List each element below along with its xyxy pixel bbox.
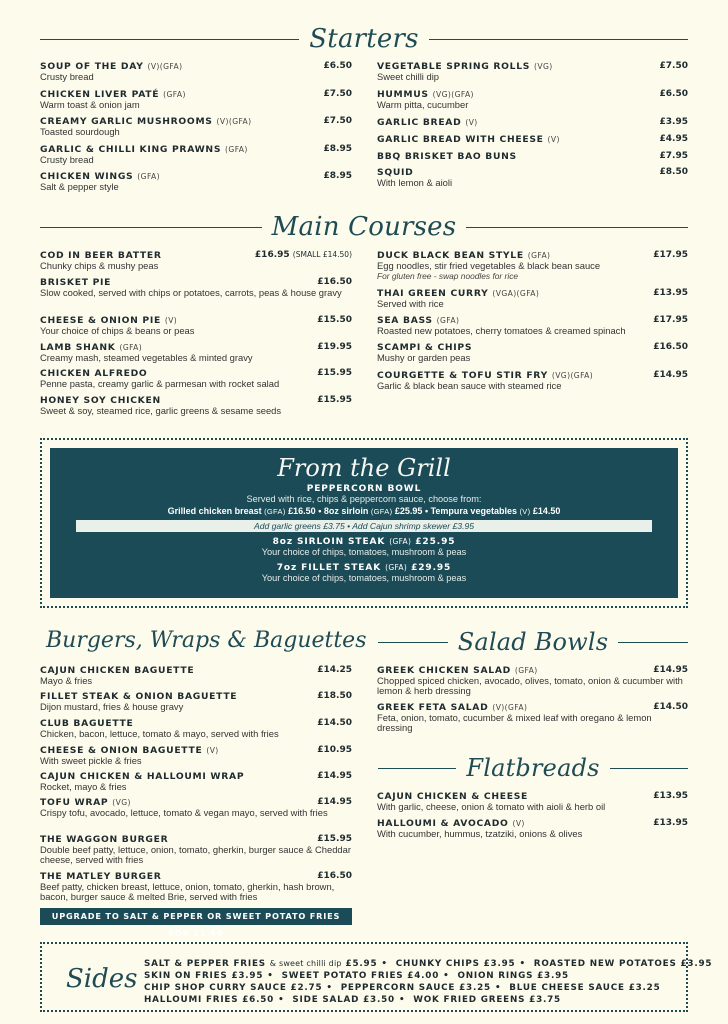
- flatbreads-heading: [378, 754, 688, 782]
- item-description: Your choice of chips & beans or peas: [40, 325, 195, 336]
- dietary-tag: (GFA): [436, 316, 460, 325]
- item-description: Creamy mash, steamed vegetables & minted gravy: [40, 352, 253, 363]
- peppercorn-bowl-desc: Served with rice, chips & peppercorn sauce, choose from:: [246, 494, 482, 504]
- menu-item: [40, 61, 352, 82]
- menu-item: [377, 665, 688, 697]
- item-price: £14.95: [653, 665, 688, 675]
- peppercorn-options: Grilled chicken breast (GFA) £16.50 • 8oz sirloin (GFA) £25.95 • Tempura vegetables (V) £14.50: [167, 506, 561, 516]
- salads-heading: [378, 628, 688, 656]
- item-note: For gluten free - swap noodles for rice: [377, 271, 519, 282]
- section-title: Main Courses: [271, 212, 457, 242]
- dietary-tag: (GFA): [225, 145, 248, 154]
- item-description: Crusty bread: [40, 154, 94, 165]
- item-name: COD IN BEER BATTER: [40, 250, 162, 261]
- dietary-tag: (GFA): [163, 90, 186, 99]
- item-name: CHEESE & ONION BAGUETTE (V): [40, 745, 219, 756]
- item-name: CHEESE & ONION PIE (V): [40, 315, 178, 326]
- item-price: £14.95: [317, 797, 352, 807]
- item-name: SEA BASS (GFA): [377, 315, 460, 326]
- menu-item: [377, 250, 688, 281]
- fillet-steak-desc: Your choice of chips, tomatoes, mushroom & peas: [261, 573, 467, 583]
- fillet-steak-name: 7oz FILLET STEAK (GFA) £29.95: [276, 563, 452, 573]
- item-price: £16.50: [653, 342, 688, 352]
- item-price: £15.95: [317, 368, 352, 378]
- item-price: £3.95: [659, 117, 688, 127]
- item-price: £14.95: [317, 771, 352, 781]
- sides-line-2: SKIN ON FRIES £3.95 • SWEET POTATO FRIES £4.00 • ONION RINGS £3.95: [144, 971, 569, 981]
- item-price: £16.50: [317, 871, 352, 881]
- item-name: BBQ BRISKET BAO BUNS: [377, 151, 517, 162]
- item-description: With garlic, cheese, onion & tomato with aioli & herb oil: [377, 801, 606, 812]
- item-price: £17.95: [653, 315, 688, 325]
- item-name: BRISKET PIE: [40, 277, 112, 288]
- dietary-tag: (GFA): [137, 172, 160, 181]
- menu-item: [377, 134, 688, 145]
- item-description: Warm pitta, cucumber: [377, 99, 469, 110]
- item-description: Salt & pepper style: [40, 181, 119, 192]
- dietary-tag: (V)(GFA): [216, 117, 252, 126]
- item-price: £15.95: [317, 395, 352, 405]
- item-name: TOFU WRAP (VG): [40, 797, 131, 808]
- menu-item: [377, 61, 688, 82]
- peppercorn-bowl-name: PEPPERCORN BOWL: [306, 484, 422, 494]
- item-description: Chopped spiced chicken, avocado, olives, tomato, onion & cucumber with lemon & herb dressing: [377, 675, 683, 697]
- item-name: GREEK FETA SALAD (V)(GFA): [377, 702, 528, 713]
- section-title: Burgers, Wraps & Baguettes: [46, 628, 367, 653]
- divider: [618, 642, 688, 643]
- menu-item: [40, 89, 352, 110]
- item-name: GARLIC & CHILLI KING PRAWNS (GFA): [40, 144, 248, 155]
- item-price: £8.50: [659, 167, 688, 177]
- item-price: £14.50: [653, 702, 688, 712]
- section-title: Flatbreads: [466, 754, 600, 782]
- item-price: £14.50: [317, 718, 352, 728]
- menu-item: [40, 665, 352, 686]
- divider: [378, 768, 456, 769]
- item-name: THAI GREEN CURRY (VGA)(GFA): [377, 288, 540, 299]
- item-name: SCAMPI & CHIPS: [377, 342, 473, 353]
- menu-item: [377, 89, 688, 110]
- item-description: Sweet & soy, steamed rice, garlic greens & sesame seeds: [40, 405, 282, 416]
- item-price: £6.50: [659, 89, 688, 99]
- item-name: CHICKEN ALFREDO: [40, 368, 148, 379]
- item-name: COURGETTE & TOFU STIR FRY (VG)(GFA): [377, 370, 594, 381]
- menu-item: [377, 167, 688, 188]
- item-name: GARLIC BREAD WITH CHEESE (V): [377, 134, 560, 145]
- item-description: Crispy tofu, avocado, lettuce, tomato & vegan mayo, served with fries: [40, 807, 328, 818]
- grill-panel: [50, 448, 678, 598]
- item-name: SQUID: [377, 167, 414, 178]
- item-price: £18.50: [317, 691, 352, 701]
- item-price: £16.95 (SMALL £14.50): [254, 250, 352, 260]
- dietary-tag: (VG): [112, 798, 131, 807]
- item-name: HONEY SOY CHICKEN: [40, 395, 161, 406]
- menu-item: [377, 288, 688, 309]
- starters-heading: [40, 24, 688, 54]
- item-description: Rocket, mayo & fries: [40, 781, 127, 792]
- item-price: £4.95: [659, 134, 688, 144]
- item-price: £7.95: [659, 151, 688, 161]
- item-price: £10.95: [317, 745, 352, 755]
- sirloin-steak-desc: Your choice of chips, tomatoes, mushroom & peas: [261, 547, 467, 557]
- item-description: Roasted new potatoes, cherry tomatoes & creamed spinach: [377, 325, 626, 336]
- item-description: Garlic & black bean sauce with steamed rice: [377, 380, 562, 391]
- sides-line-4: HALLOUMI FRIES £6.50 • SIDE SALAD £3.50 • WOK FRIED GREENS £3.75: [144, 995, 561, 1005]
- item-description: Dijon mustard, fries & house gravy: [40, 701, 184, 712]
- divider: [429, 39, 688, 40]
- item-name: CAJUN CHICKEN & HALLOUMI WRAP: [40, 771, 245, 782]
- menu-item: [377, 818, 688, 839]
- item-name: LAMB SHANK (GFA): [40, 342, 143, 353]
- mains-heading: [40, 212, 688, 242]
- dietary-tag: (VG)(GFA): [432, 90, 474, 99]
- menu-item: [40, 315, 352, 336]
- item-price: £16.50: [317, 277, 352, 287]
- section-title: Salad Bowls: [457, 628, 609, 656]
- item-description: Chicken, bacon, lettuce, tomato & mayo, served with fries: [40, 728, 279, 739]
- burgers-heading: [46, 628, 367, 653]
- item-description: Mayo & fries: [40, 675, 93, 686]
- item-name: THE MATLEY BURGER: [40, 871, 162, 882]
- menu-item: [40, 718, 352, 739]
- item-description: Penne pasta, creamy garlic & parmesan with rocket salad: [40, 378, 280, 389]
- menu-item: [40, 797, 352, 818]
- dietary-tag: (GFA): [119, 343, 143, 352]
- item-price: £13.95: [653, 791, 688, 801]
- item-price: £17.95: [653, 250, 688, 260]
- sirloin-steak-name: 8oz SIRLOIN STEAK (GFA) £25.95: [272, 537, 456, 547]
- section-title: Starters: [309, 24, 419, 54]
- dietary-tag: (VG): [534, 62, 553, 71]
- dietary-tag: (GFA): [527, 251, 551, 260]
- item-name: GARLIC BREAD (V): [377, 117, 478, 128]
- item-description: With sweet pickle & fries: [40, 755, 142, 766]
- item-price: £7.50: [323, 116, 352, 126]
- menu-item: [40, 277, 352, 298]
- divider: [378, 642, 448, 643]
- item-name: SOUP OF THE DAY (V)(GFA): [40, 61, 183, 72]
- item-name: CHICKEN LIVER PATÉ (GFA): [40, 89, 186, 100]
- menu-item: [377, 370, 688, 391]
- item-name: VEGETABLE SPRING ROLLS (VG): [377, 61, 553, 72]
- item-price: £6.50: [323, 61, 352, 71]
- item-description: With cucumber, hummus, tzatziki, onions & olives: [377, 828, 583, 839]
- dietary-tag: (V): [512, 819, 525, 828]
- item-description: Mushy or garden peas: [377, 352, 471, 363]
- divider: [466, 227, 688, 228]
- item-name: CHICKEN WINGS (GFA): [40, 171, 160, 182]
- menu-item: [377, 702, 688, 734]
- menu-item: [377, 117, 688, 128]
- item-description: Toasted sourdough: [40, 126, 120, 137]
- divider: [40, 227, 262, 228]
- menu-item: [377, 151, 688, 162]
- menu-item: [377, 791, 688, 812]
- sides-line-1: SALT & PEPPER FRIES & sweet chilli dip £5.95 • CHUNKY CHIPS £3.95 • ROASTED NEW POTATOES £3.95: [144, 959, 713, 969]
- item-description: Beef patty, chicken breast, lettuce, onion, tomato, gherkin, hash brown, bacon, burger sauce & melted Brie, served with fries: [40, 881, 335, 903]
- menu-item: [40, 395, 352, 416]
- dietary-tag: (V): [206, 746, 219, 755]
- menu-item: [377, 315, 688, 336]
- menu-item: [40, 871, 352, 903]
- menu-item: [40, 834, 352, 866]
- item-name: CAJUN CHICKEN & CHEESE: [377, 791, 528, 802]
- dietary-tag: (V): [164, 316, 178, 325]
- item-price: £8.95: [323, 144, 352, 154]
- item-description: Crusty bread: [40, 71, 94, 82]
- dietary-tag: (VG)(GFA): [551, 371, 594, 380]
- item-description: Sweet chilli dip: [377, 71, 440, 82]
- item-price: £8.95: [323, 171, 352, 181]
- item-name: CAJUN CHICKEN BAGUETTE: [40, 665, 195, 676]
- upgrade-fries-banner: UPGRADE TO SALT & PEPPER OR SWEET POTATO FRIES FOR £1.60: [40, 908, 352, 925]
- item-description: With lemon & aioli: [377, 177, 453, 188]
- item-description: Feta, onion, tomato, cucumber & mixed leaf with oregano & lemon dressing: [377, 712, 652, 734]
- item-description: Egg noodles, stir fried vegetables & black bean sauce: [377, 260, 601, 271]
- divider: [610, 768, 688, 769]
- item-price: £7.50: [323, 89, 352, 99]
- divider: [40, 39, 299, 40]
- item-price: £7.50: [659, 61, 688, 71]
- item-price: £15.95: [317, 834, 352, 844]
- item-name: CREAMY GARLIC MUSHROOMS (V)(GFA): [40, 116, 252, 127]
- item-description: Double beef patty, lettuce, onion, tomato, gherkin, burger sauce & Cheddar cheese, served with fries: [40, 844, 351, 866]
- item-description: Served with rice: [377, 298, 444, 309]
- menu-item: [377, 342, 688, 363]
- menu-item: [40, 342, 352, 363]
- grill-addon-bar: Add garlic greens £3.75 • Add Cajun shrimp skewer £3.95: [76, 520, 652, 532]
- menu-item: [40, 116, 352, 137]
- dietary-tag: (VGA)(GFA): [492, 289, 540, 298]
- item-price: £13.95: [653, 818, 688, 828]
- dietary-tag: (V): [547, 135, 560, 144]
- item-description: Chunky chips & mushy peas: [40, 260, 159, 271]
- sides-line-3: CHIP SHOP CURRY SAUCE £2.75 • PEPPERCORN SAUCE £3.25 • BLUE CHEESE SAUCE £3.25: [144, 983, 661, 993]
- item-name: HALLOUMI & AVOCADO (V): [377, 818, 525, 829]
- item-name: FILLET STEAK & ONION BAGUETTE: [40, 691, 238, 702]
- item-name: HUMMUS (VG)(GFA): [377, 89, 474, 100]
- dietary-tag: (V)(GFA): [147, 62, 183, 71]
- menu-item: [40, 368, 352, 389]
- item-price: £14.25: [317, 665, 352, 675]
- menu-item: [40, 691, 352, 712]
- menu-item: [40, 250, 352, 271]
- item-name: DUCK BLACK BEAN STYLE (GFA): [377, 250, 551, 261]
- sides-title: Sides: [66, 964, 138, 994]
- item-description: Warm toast & onion jam: [40, 99, 140, 110]
- item-price: £19.95: [317, 342, 352, 352]
- dietary-tag: (V)(GFA): [492, 703, 528, 712]
- menu-item: [40, 144, 352, 165]
- menu-item: [40, 771, 352, 792]
- menu-item: [40, 171, 352, 192]
- item-name: CLUB BAGUETTE: [40, 718, 134, 729]
- item-price: £14.95: [653, 370, 688, 380]
- dietary-tag: (GFA): [514, 666, 538, 675]
- item-price: £13.95: [653, 288, 688, 298]
- item-name: THE WAGGON BURGER: [40, 834, 169, 845]
- grill-title: From the Grill: [277, 454, 451, 482]
- item-price: £15.50: [317, 315, 352, 325]
- item-name: GREEK CHICKEN SALAD (GFA): [377, 665, 538, 676]
- dietary-tag: (V): [465, 118, 478, 127]
- item-description: Slow cooked, served with chips or potatoes, carrots, peas & house gravy: [40, 287, 342, 298]
- menu-item: [40, 745, 352, 766]
